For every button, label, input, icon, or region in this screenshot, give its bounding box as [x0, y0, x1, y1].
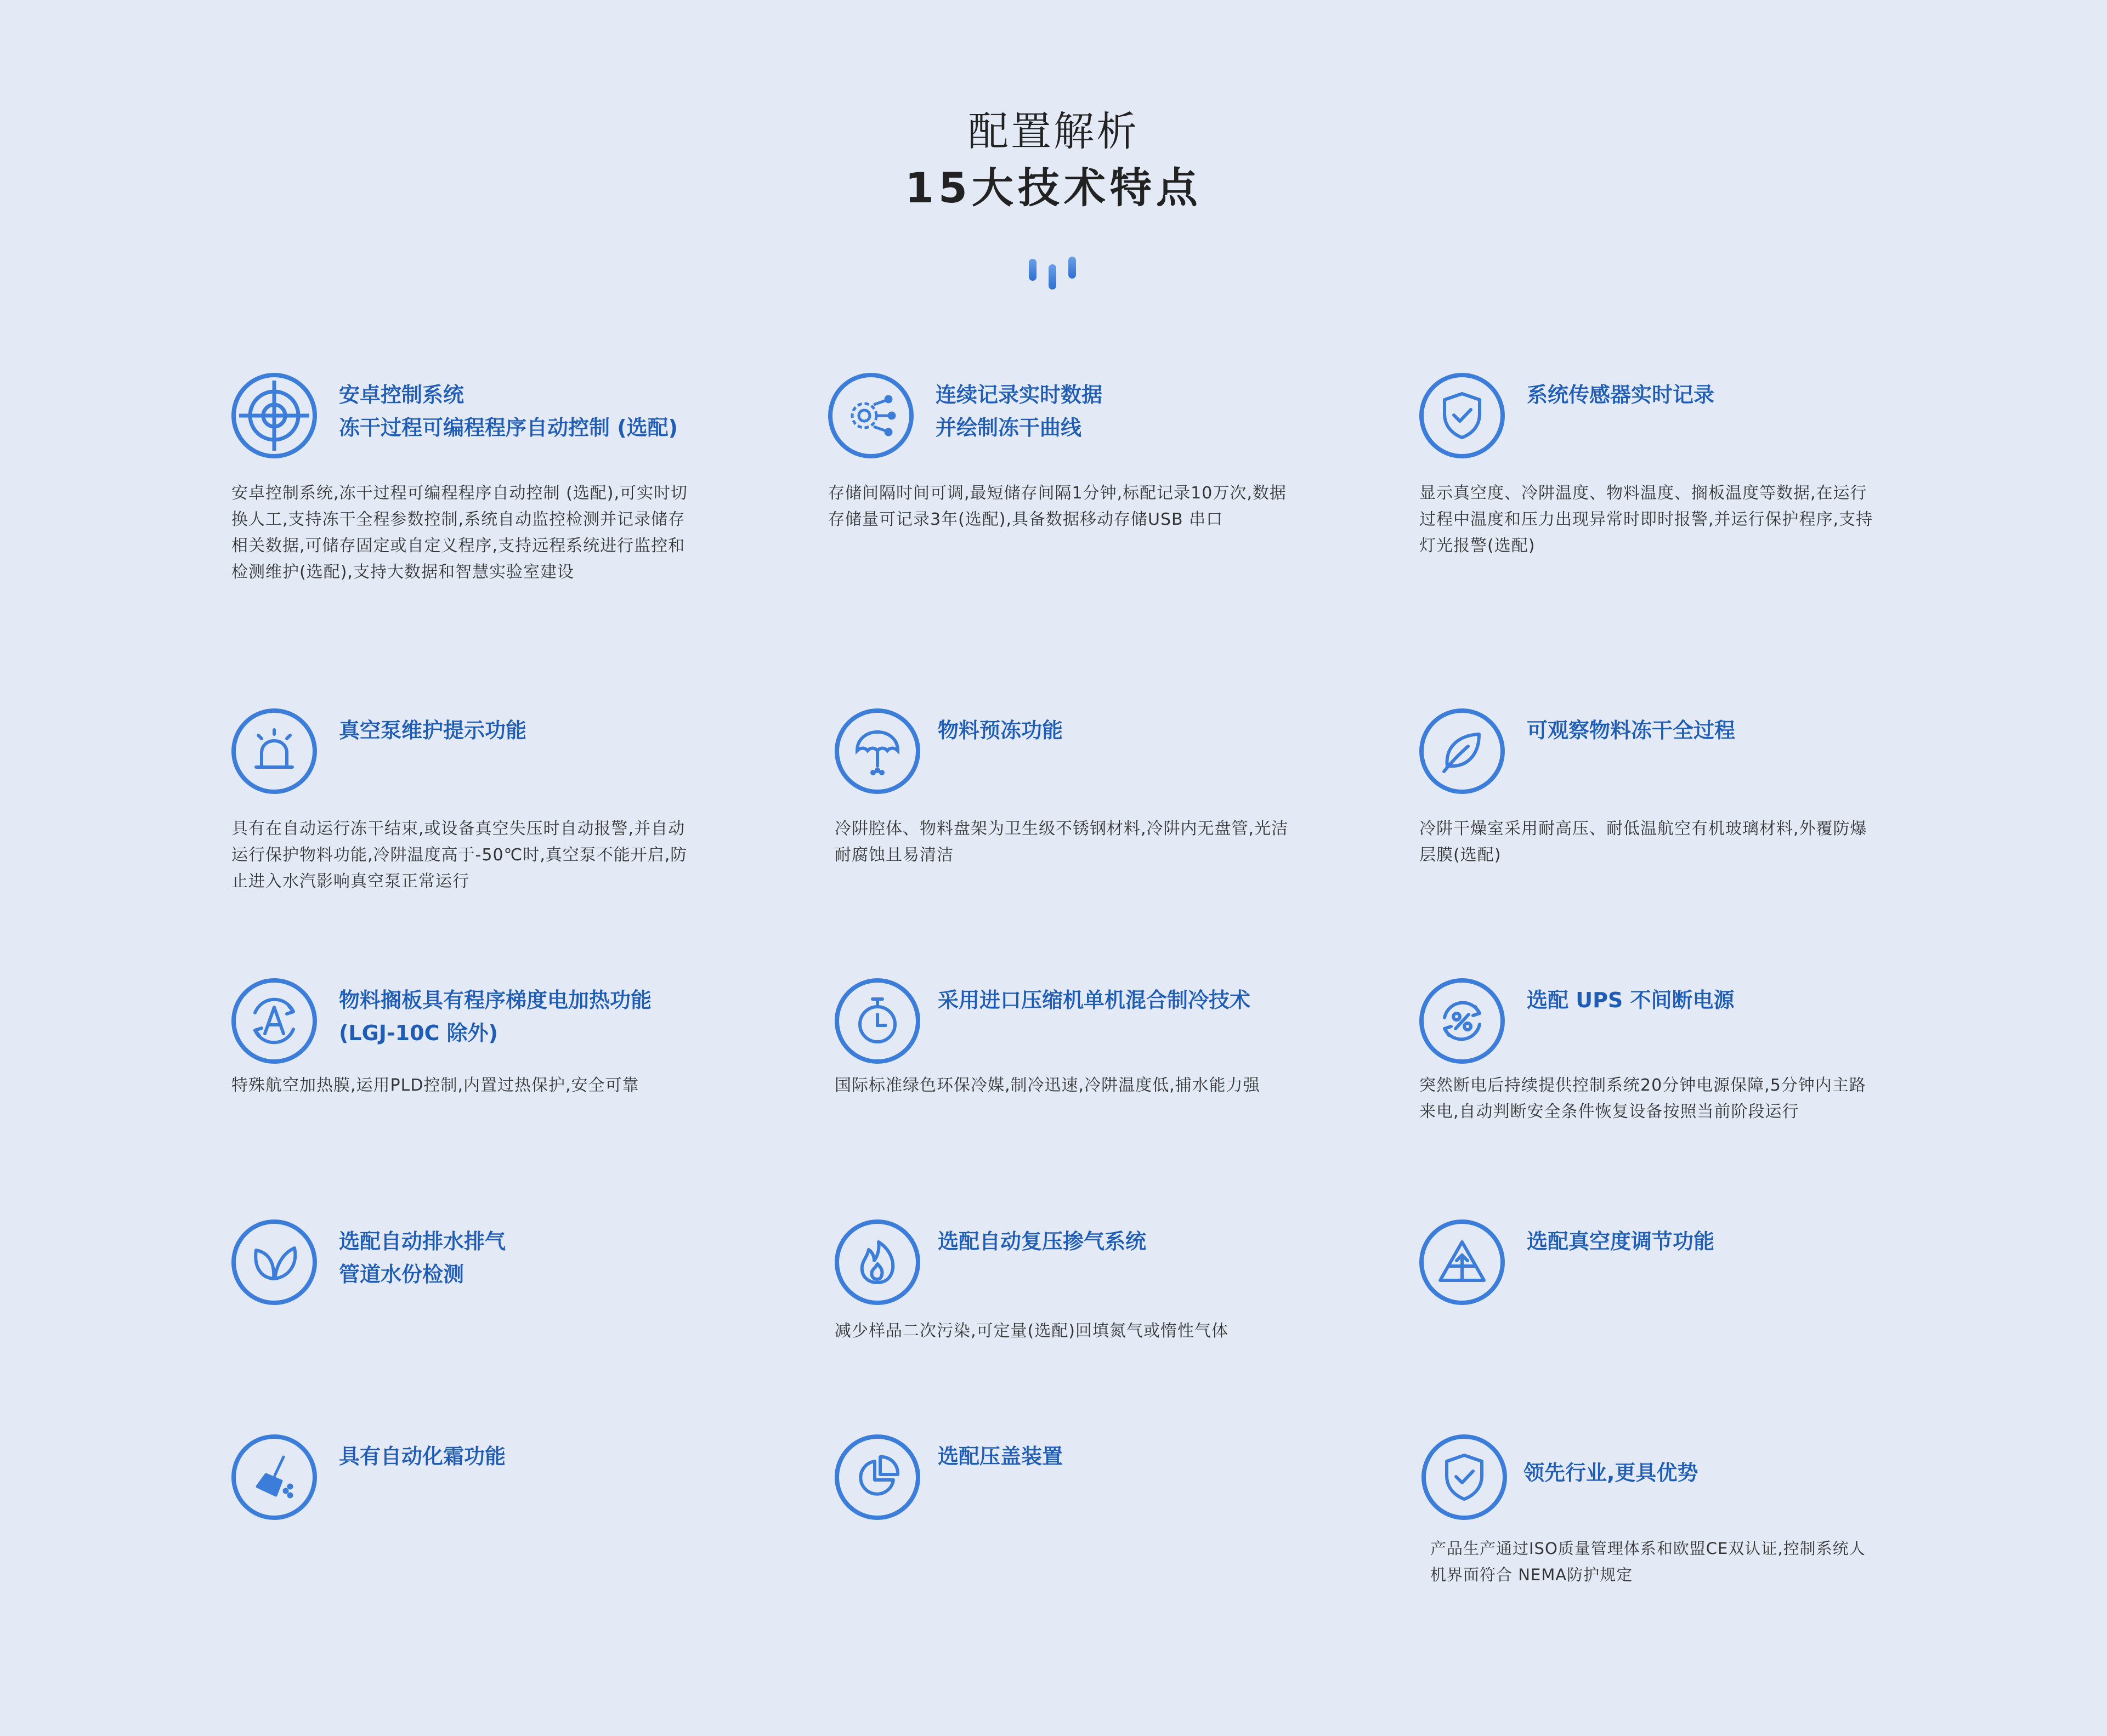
feature-description: 具有在自动运行冻干结束,或设备真空失压时自动报警,并自动运行保护物料功能,冷阱温度高于-50℃时,真空泵不能开启,防止进入水汽影响真空泵正常运行	[231, 819, 688, 891]
pyramid-arrow-icon	[1419, 1219, 1505, 1305]
feature-description: 冷阱腔体、物料盘架为卫生级不锈钢材料,冷阱内无盘管,光洁耐腐蚀且易清洁	[835, 819, 1289, 865]
feature-description: 显示真空度、冷阱温度、物料温度、搁板温度等数据,在运行过程中温度和压力出现异常时即时报警,并运行保护程序,支持灯光报警(选配)	[1419, 484, 1873, 555]
feature-title: 真空泵维护提示功能	[339, 718, 527, 742]
feature-title: 选配自动排水排气 管道水份检测	[339, 1229, 506, 1286]
feature-description: 产品生产通过ISO质量管理体系和欧盟CE双认证,控制系统人机界面符合 NEMA防护规定	[1430, 1539, 1866, 1584]
decorative-bars-icon	[1027, 257, 1081, 291]
feature-title: 系统传感器实时记录	[1527, 383, 1715, 407]
two-leaves-icon	[231, 1219, 317, 1305]
feature-description: 存储间隔时间可调,最短储存间隔1分钟,标配记录10万次,数据存储量可记录3年(选配),具备数据移动存储USB 串口	[828, 484, 1287, 529]
feature-description: 突然断电后持续提供控制系统20分钟电源保障,5分钟内主路来电,自动判断安全条件恢复设备按照当前阶段运行	[1419, 1076, 1866, 1121]
leaf-icon	[1419, 708, 1505, 794]
feature-description: 国际标准绿色环保冷媒,制冷迅速,冷阱温度低,捕水能力强	[835, 1076, 1260, 1095]
stopwatch-icon	[835, 978, 920, 1064]
feature-title: 选配真空度调节功能	[1527, 1229, 1715, 1253]
feature-title: 选配 UPS 不间断电源	[1527, 988, 1735, 1012]
page-header	[0, 104, 2107, 217]
pie-chart-icon	[835, 1434, 920, 1520]
shield-check-icon	[1419, 373, 1505, 458]
page-title: 配置解析	[968, 108, 1139, 155]
feature-title: 采用进口压缩机单机混合制冷技术	[938, 988, 1251, 1012]
target-icon	[231, 373, 317, 458]
page-subtitle: 15大技术特点	[905, 163, 1202, 212]
feature-title: 选配压盖装置	[938, 1444, 1063, 1468]
gear-network-icon	[828, 373, 914, 458]
feature-title: 可观察物料冻干全过程	[1527, 718, 1736, 742]
percent-refresh-icon	[1419, 978, 1505, 1064]
feature-title: 物料预冻功能	[938, 718, 1063, 742]
alarm-light-icon	[231, 708, 317, 794]
feature-description: 特殊航空加热膜,运用PLD控制,内置过热保护,安全可靠	[231, 1076, 639, 1095]
feature-title: 物料搁板具有程序梯度电加热功能 (LGJ-10C 除外)	[339, 988, 652, 1045]
feature-title: 安卓控制系统 冻干过程可编程程序自动控制 (选配)	[339, 383, 678, 440]
feature-title: 选配自动复压掺气系统	[938, 1229, 1147, 1253]
feature-title: 具有自动化霜功能	[339, 1444, 506, 1468]
feature-description: 冷阱干燥室采用耐高压、耐低温航空有机玻璃材料,外覆防爆层膜(选配)	[1419, 819, 1867, 865]
feature-title: 领先行业,更具优势	[1523, 1461, 1698, 1485]
shield-check-icon	[1421, 1434, 1507, 1520]
feature-description: 安卓控制系统,冻干过程可编程程序自动控制 (选配),可实时切换人工,支持冻干全程参数控制,系统自动监控检测并记录储存相关数据,可储存固定或自定义程序,支持远程系统进行监控和检测维护(选配),支持大数据和智慧实验室建设	[231, 484, 688, 582]
auto-cycle-icon	[231, 978, 317, 1064]
feature-title: 连续记录实时数据 并绘制冻干曲线	[936, 383, 1103, 440]
feature-description: 减少样品二次污染,可定量(选配)回填氮气或惰性气体	[835, 1321, 1228, 1341]
broom-icon	[231, 1434, 317, 1520]
umbrella-icon	[835, 708, 920, 794]
flame-icon	[835, 1219, 920, 1305]
